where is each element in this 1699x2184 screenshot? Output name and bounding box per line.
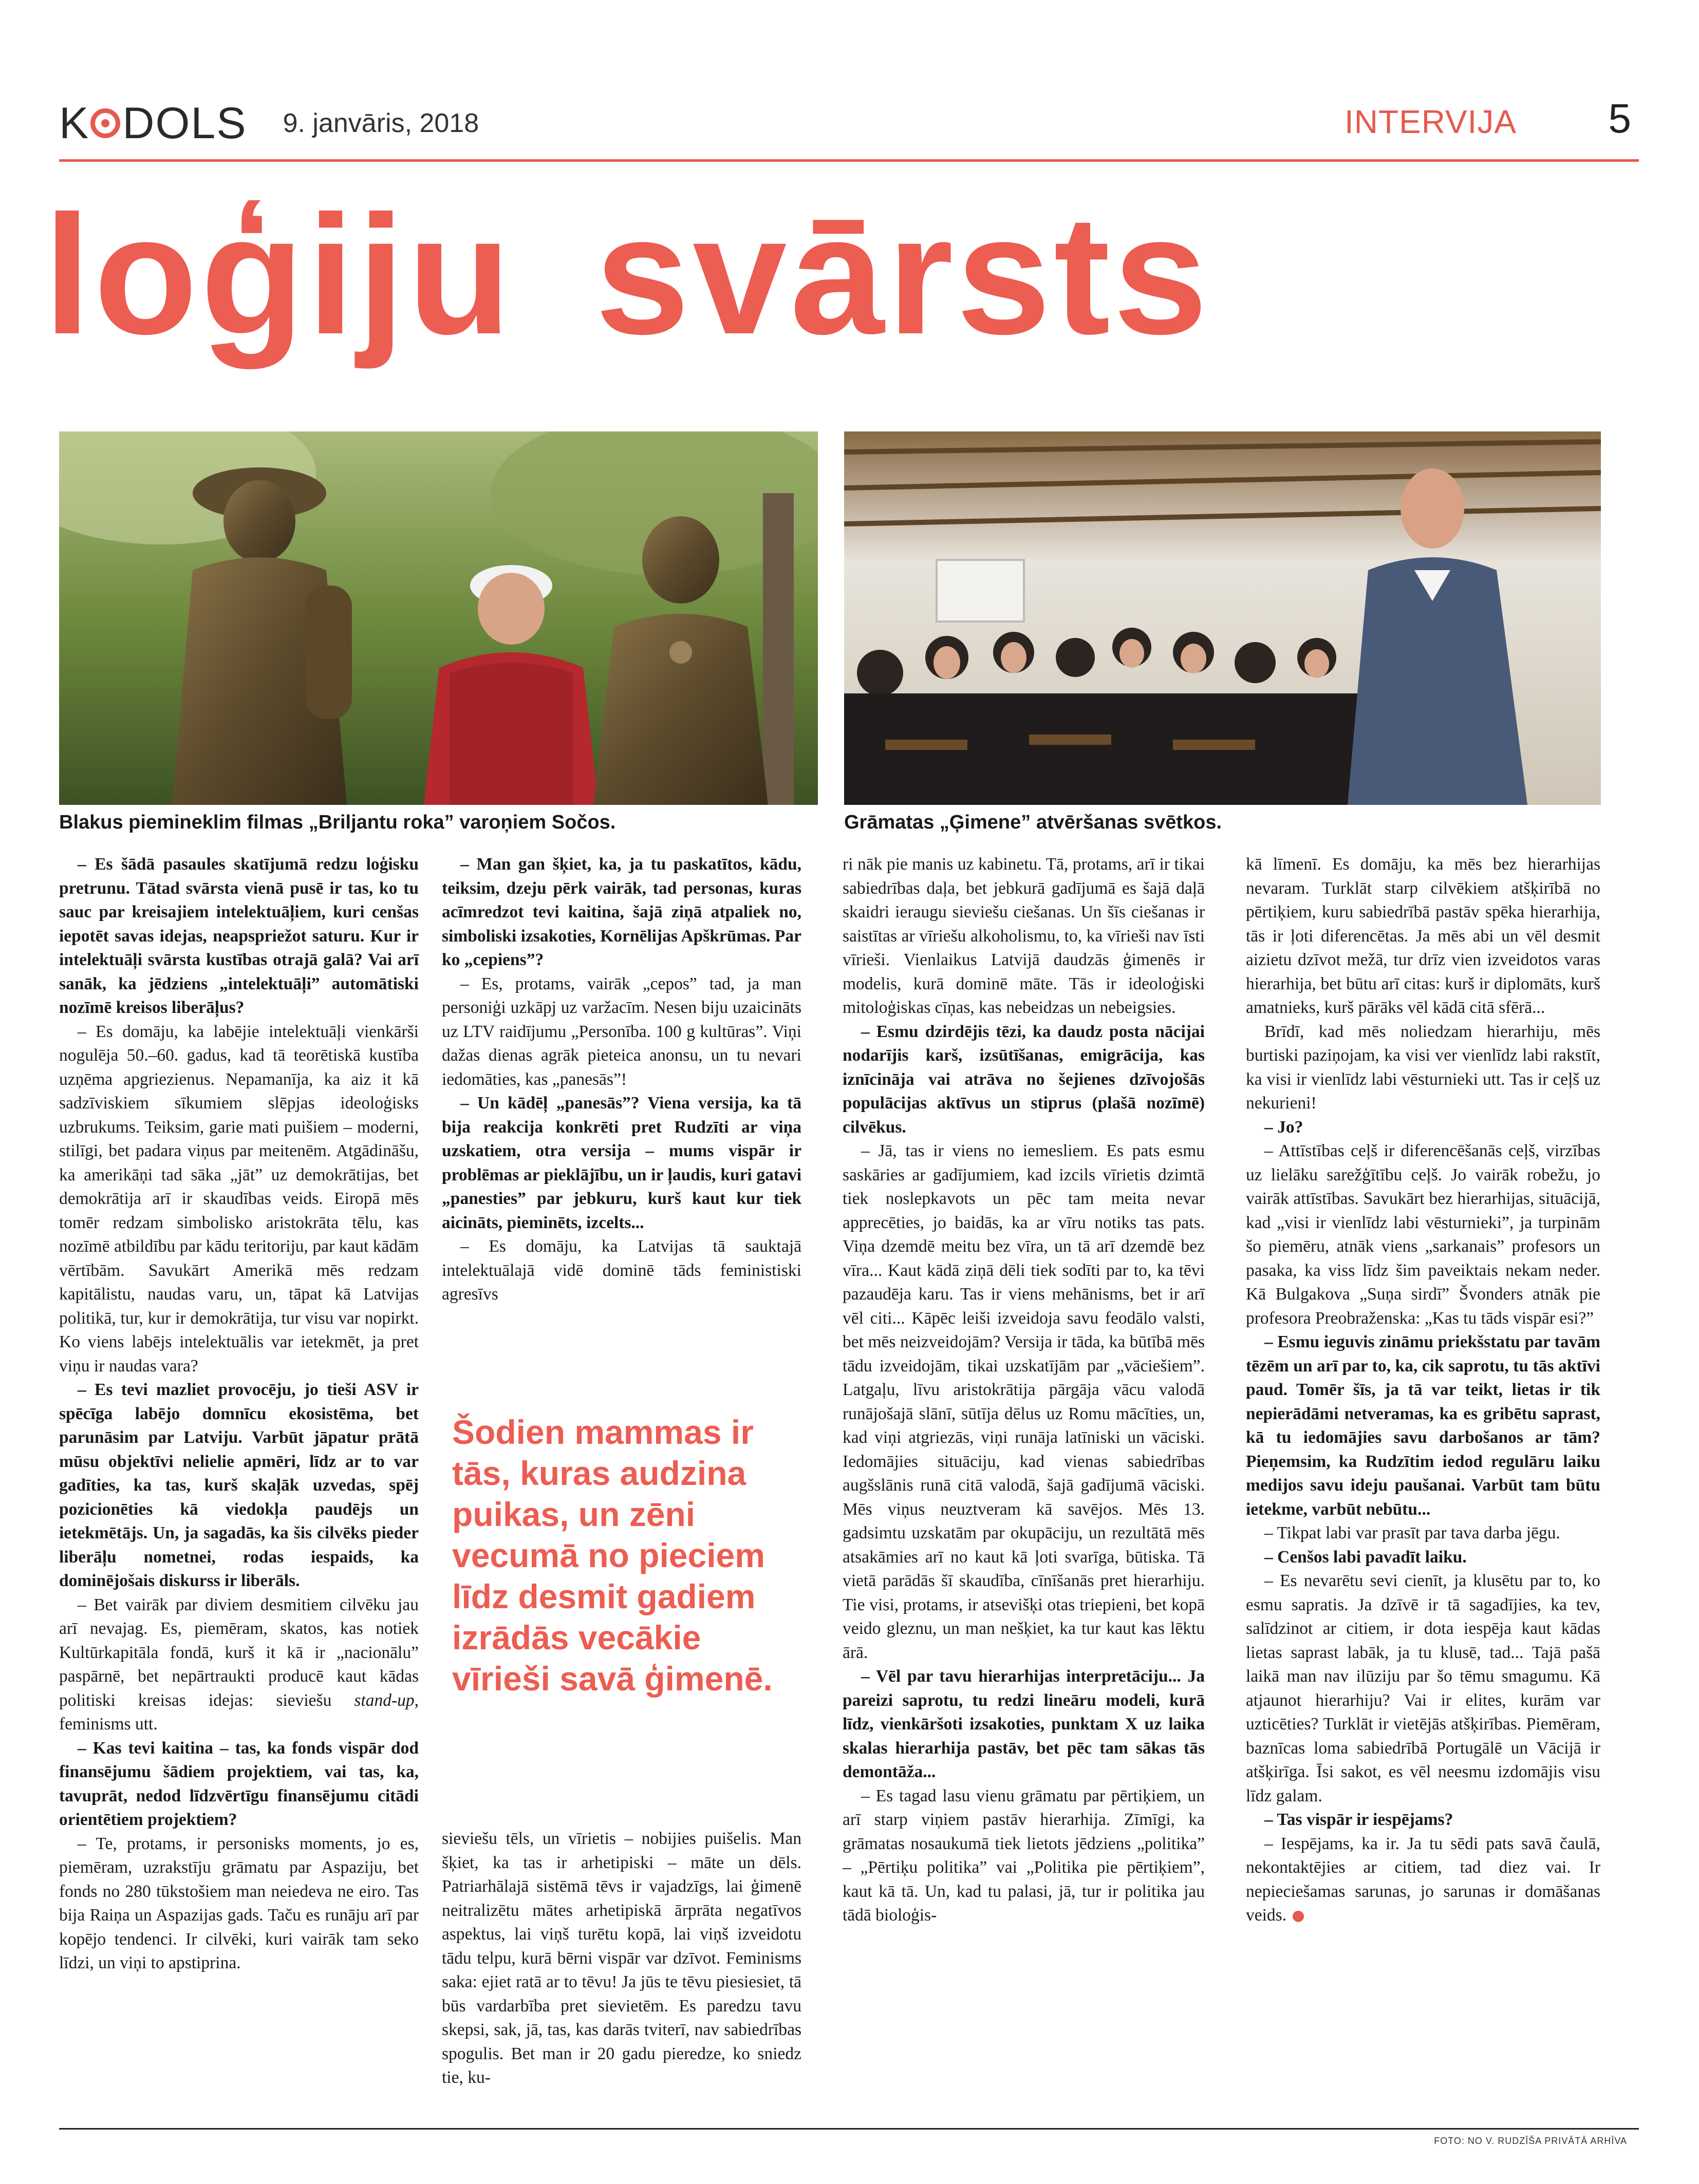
interview-answer: – Bet vairāk par diviem desmitiem cilvēku jau arī nevajag. Es, piemēram, skatos, kas notiek Kultūrkapitāla fondā, kurš it kā ir „nacionālu” paspārnē, bet nepārtraukti producē kaut kādas politiski kreisas idejas: sieviešu stand-up, feminisms utt. xyxy=(59,1595,419,1734)
masthead xyxy=(59,95,479,152)
article-column-2-continued xyxy=(442,1827,801,2090)
interview-question: – Esmu dzirdējis tēzi, ka daudz posta nācijai nodarījis karš, izsūtīšanas, emigrācija, kas iznīcināja vai atrāva no šejienes dzīvojošās populācijas aktīvus un stiprus (plašā nozīmē) cilvēkus. xyxy=(843,1022,1205,1137)
interview-question: – Jo? xyxy=(1264,1117,1303,1137)
footer-divider xyxy=(59,2128,1639,2130)
photo-caption-right: Grāmatas „Ģimene” atvēršanas svētkos. xyxy=(844,812,1222,833)
photo-book-launch xyxy=(844,431,1601,805)
photo-caption-left: Blakus piemineklim filmas „Briljantu roka” varoņiem Sočos. xyxy=(59,812,616,833)
interview-answer: – Es domāju, ka Latvijas tā sauktajā intelektuālajā vidē dominē tāds feministiski agresīvs xyxy=(442,1237,801,1304)
interview-answer: – Es nevarētu sevi cienīt, ja klusētu par to, ko esmu sapratis. Ja dzīvē ir tā sagadījies, ka tev, salīdzinot ar citiem, ir dota iespēja kaut kādas lietas saprast labāk, ja tu klusē, tad... Tajā pašā laikā man nav ilūziju par šo tēmu smagumu. Kā atjaunot hierarhiju? Vai ir elites, kurām var uzticēties? Turklāt ir vietējās atšķirības. Piemēram, baznīcas loma sabiedrībā Portugālē un Vācijā ir atšķirīga. Īsi sakot, es vēl neesmu izdomājis visu līdz galam. xyxy=(1246,1571,1600,1805)
article-column-4 xyxy=(1246,853,1600,1928)
interview-answer: – Tikpat labi var prasīt par tava darba jēgu. xyxy=(1264,1523,1560,1542)
photo-statues-sochi xyxy=(59,431,818,805)
interview-question: – Es šādā pasaules skatījumā redzu loģisku pretrunu. Tātad svārsta vienā pusē ir tas, ko tu sauc par kreisajiem intelektuāļiem, kuri cenšas iepotēt savas idejas, neapspriežot saturu. Kur ir intelektuāļi svārsta kustības otrajā galā? Vai arī sanāk, ka jēdziens „intelektuāļi” automātiski nozīmē kreisos liberāļus? xyxy=(59,855,419,1017)
interview-answer: sieviešu tēls, un vīrietis – nobijies puišelis. Man šķiet, ka tas ir arhetipiski – māte un dēls. Patriarhālajā sistēmā tēvs ir vajadzīgs, lai ģimenē neitralizētu mātes arhetipiskā ārprāta negatīvos aspektus, lai viņš turētu kopā, lai viņš izveidotu tādu telpu, kurā bērni vispār var dzīvot. Feminisms saka: ejiet ratā ar to tēvu! Ja jūs te tēvu piesiesiet, tā būs vardarbība pret sievietēm. Es paredzu tavu skepsi, sak, jā, tas, kas darās tviterī, nav sabiedrības spogulis. Bet man ir 20 gadu pieredze, ko sniedz tie, ku- xyxy=(442,1829,801,2087)
interview-answer: – Es, protams, vairāk „cepos” tad, ja man personiģi uzkāpj uz varžacīm. Nesen biju uzaicināts uz LTV raidījumu „Personība. 100 g kultūras”. Viņi dažas dienas agrāk pieteica anonsu, un tu nevari iedomāties, kas „panesās”! xyxy=(442,974,801,1089)
page-number: 5 xyxy=(1608,96,1631,141)
article-column-2 xyxy=(442,853,801,1307)
article-column-1 xyxy=(59,853,419,1975)
interview-answer: kā līmenī. Es domāju, ka mēs bez hierarhijas nevaram. Turklāt starp cilvēkiem atšķirībā no pērtiķiem, kuru sabiedrībā pastāv spēka hierarhija, tās ir ļoti diferencētas. Ja mēs abi un vēl desmit aizietu dzīvot mežā, tur drīz vien izveidotos varas hierarhija, bet būtu arī citas: kurš ir diplomāts, kurš amatnieks, kurš pārāks vēl kādā citā sfērā... xyxy=(1246,855,1600,1017)
interview-answer: ri nāk pie manis uz kabinetu. Tā, protams, arī ir tikai sabiedrības daļa, bet jebkurā gadījumā es šajā daļā skaidri ieraugu sieviešu ciešanas. Un šīs ciešanas ir saistītas ar vīriešu alkoholismu, to, ka vīrieši nav īsti vīrieši. Vienlaikus Latvijā daudzās ģimenēs ir modelis, kurā dominē māte. Tās ir ideoloģiski mitoloģiskas cīņas, kas nebeidzas un nebeigsies. xyxy=(843,855,1205,1017)
article-column-3 xyxy=(843,853,1205,1928)
header-divider xyxy=(59,159,1639,162)
interview-question: – Kas tevi kaitina – tas, ka fonds vispār dod finansējumu šādiem projektiem, vai tas, ka, tavuprāt, nedod līdzvērtīgu finansējumu citādi orientētiem projektiem? xyxy=(59,1738,419,1829)
target-logo-icon xyxy=(90,108,120,138)
interview-question: – Vēl par tavu hierarhijas interpretāciju... Ja pareizi saprotu, tu redzi lineāru modeli, kurā līdz, vienkāršoti izsakoties, punktam X uz laika skalas hierarhija pastāv, bet pēc tam sākas tās demontāža... xyxy=(843,1667,1205,1781)
headline: loģiju svārsts xyxy=(44,180,1211,369)
interview-question: – Esmu ieguvis zināmu priekšstatu par tavām tēzēm un arī par to, ka, cik saprotu, tu tās aktīvi paud. Tomēr šīs, ja tā var teikt, lietas ir tik nepierādāmi netveramas, ka es gribētu saprast, kā tu iedomājies savu darbošanos ar tām? Pieņemsim, ka Rudzītim iedod regulāru laiku medijos savu ideju paušanai. Varbūt tam būtu ietekme, varbūt nebūtu... xyxy=(1246,1332,1600,1519)
interview-answer: Brīdī, kad mēs noliedzam hierarhiju, mēs burtiski paziņojam, ka visi ver vienlīdz labi rakstīt, ka visi ir vienlīdz labi vēsturnieki utt. Tas ir ceļš uz nekurieni! xyxy=(1246,1022,1600,1113)
interview-answer: – Jā, tas ir viens no iemesliem. Es pats esmu saskāries ar gadījumiem, kad izcils vīrietis dzimtā tiek noslepkavots un pēc tam meita nevar apprecēties, jo baidās, ka ar vīru notiks tas pats. Viņa dzemdē meitu bez vīra, un tā arī dzemdē bez vīra... Kaut kādā ziņā dēli tiek sodīti par to, ka tēvi pazaudēja karu. Tas ir viens mehānisms, bet ir arī vēl citi... Kāpēc leiši izveidoja savu feodālo valsti, bet mēs neizveidojām? Versija ir tāda, ka būtībā mēs tādu izveidojām, tikai uzskatījām par „vāciešiem”. Latgaļu, līvu aristokrātija pārgāja vācu valodā runājošajā slānī, sūtīja dēlus uz Romu mācīties, un, kad viņi atgriezās, viņi runāja latīniski un vāciski. Iedomājies situāciju, kad vienas sabiedrības augšslānis runā citā valodā, šajā gadījumā vāciski. Mēs viņus neuztveram kā savējos. Mēs 13. gadsimtu uzskatām par okupāciju, un rezultātā mēs atsakāmies arī no kaut kā ļoti svarīga, būtiska. Tā vietā parādās šī skaudība, cīnīšanās pret hierarhiju. Tie visi, protams, ir atsevišķi otas triepieni, bet kopā veido gleznu, un man nešķiet, ka tur kaut kas lēktu ārā. xyxy=(843,1141,1205,1662)
section-label: INTERVIJA xyxy=(1345,103,1517,140)
interview-answer: – Es tagad lasu vienu grāmatu par pērtiķiem, un arī starp viņiem pastāv hierarhija. Zīmīgi, ka grāmatas nosaukumā tiek lietots jēdziens „politika” – „Pērtiķu politika” vai „Politika pie pērtiķiem”, kaut kā tā. Un, kad tu palasi, jā, tur ir politika jau tādā bioloģis- xyxy=(843,1786,1205,1925)
interview-question: – Es tevi mazliet provocēju, jo tieši ASV ir spēcīga labējo domnīcu ekosistēma, bet parunāsim par Latviju. Varbūt jāpatur prātā mūsu objektīvi nelielie apmēri, līdz ar to var gadīties, ka tas, kurš skaļāk uzvedas, spēj pozicionēties kā viedokļa paudējs un ietekmētājs. Un, ja sagadās, ka šis cilvēks pieder liberāļu nometnei, rodas iespaids, ka dominējošais diskurss ir liberāls. xyxy=(59,1380,419,1590)
interview-answer: – Te, protams, ir personisks moments, jo es, piemēram, uzrakstīju grāmatu par Aspaziju, bet fonds no 280 tūkstošiem man neiedeva ne eiro. Tas bija Raiņa un Aspazijas gads. Taču es runāju arī par kopējo tendenci. Ir cilvēki, kuri vairāk tam seko līdzi, un viņi to apstiprina. xyxy=(59,1834,419,1972)
interview-answer: – Es domāju, ka labējie intelektuāļi vienkārši nogulēja 50.–60. gadus, kad tā teorētiskā kustība uzņēma apgriezienus. Nepamanīja, ka aiz it kā sadzīviskiem sīkumiem slēpjas ideoloģisks uzbrukums. Teiksim, garie mati puišiem – moderni, stilīgi, bet padara viņus par meitenēm. Atgādināšu, ka amerikāņi tad sāka „jāt” uz demokrātijas, bet demokrātija arī ir skaudības veids. Eiropā mēs tomēr redzam simbolisko aristokrāta tēlu, kas nozīmē atbildību par kādu teritoriju, par kaut kādām vērtībām. Savukārt Amerikā mēs redzam kapitālistu, naudas varu, un, tāpat kā Latvijas politikā, tur, kur ir demokrātija, tur visu var nopirkt. Ko viens labējs intelektuālis var ietekmēt, ja pret viņu ir naudas vara? xyxy=(59,1022,419,1376)
end-of-article-dot-icon xyxy=(1293,1911,1304,1922)
photo-credit: FOTO: NO V. RUDZĪŠA PRIVĀTĀ ARHĪVA xyxy=(1434,2136,1627,2146)
logo-letter-k: K xyxy=(59,98,90,148)
interview-answer: – Attīstības ceļš ir diferencēšanās ceļš, virzības uz lielāku sarežģītību ceļš. Jo vairāk robežu, jo vairāk attīstības. Savukārt bez hierarhijas, situācijā, kad „visi ir vienlīdz labi vēsturnieki”, ja turpinām šo piemēru, atnāk viens „sarkanais” profesors un pasaka, ka viss līdz šim paveiktais nekam neder. Kā Bulgakova „Suņa sirdī” Švonders atnāk pie profesora Preobraženska: „Kas tu tāds vispār esi?” xyxy=(1246,1141,1600,1328)
issue-date: 9. janvāris, 2018 xyxy=(283,108,479,138)
interview-question: – Un kādēļ „panesās”? Viena versija, ka tā bija reakcija konkrēti pret Rudzīti ar viņa uzskatiem, otra versija – mums vispār ir problēmas ar pieklājību, un ir ļaudis, kuri gatavi „panesties” par jebkuru, kurš kaut kur tiek aicināts, pieminēts, izcelts... xyxy=(442,1094,801,1232)
logo-letters-dols: DOLS xyxy=(122,98,247,148)
kodols-logo[interactable] xyxy=(59,98,247,149)
interview-question: – Tas vispār ir iespējams? xyxy=(1264,1810,1453,1829)
pull-quote: Šodien mammas ir tās, kuras audzina puikas, un zēni vecumā no pieciem līdz desmit gadiem izrādās vecākie vīrieši savā ģimenē. xyxy=(452,1413,773,1698)
interview-question: – Cenšos labi pavadīt laiku. xyxy=(1264,1547,1467,1567)
interview-answer: – Iespējams, ka ir. Ja tu sēdi pats savā čaulā, nekontaktējies ar citiem, tad diez vai. Ir nepieciešamas sarunas, jo sarunas ir domāšanas veids. xyxy=(1246,1834,1600,1925)
interview-question: – Man gan šķiet, ka, ja tu paskatītos, kādu, teiksim, dzeju pērk vairāk, tad personas, kuras acīmredzot tevi kaitina, šajā ziņā atpaliek no, simboliski izsakoties, Kornēlijas Apškrūmas. Par ko „cepiens”? xyxy=(442,855,801,969)
